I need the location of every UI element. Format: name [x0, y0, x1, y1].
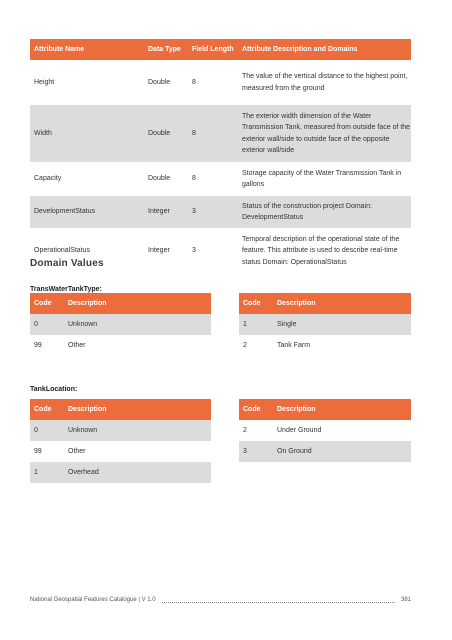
- attribute-name: DevelopmentStatus: [30, 196, 144, 228]
- data-type: Double: [148, 175, 171, 183]
- description: Other: [68, 342, 86, 349]
- code: 2: [243, 427, 247, 434]
- attribute-name: Height: [34, 78, 55, 86]
- page-number: 381: [400, 597, 411, 603]
- attribute-table-header: [30, 39, 411, 60]
- description: Under Ground: [277, 427, 322, 434]
- tank-location-label: TankLocation:: [30, 386, 78, 393]
- data-type: Double: [148, 78, 171, 86]
- attribute-name: Capacity: [34, 175, 62, 183]
- header-attribute-name: Attribute Name: [30, 39, 144, 60]
- description: Overhead: [64, 462, 211, 483]
- page-footer: [30, 597, 411, 603]
- footer-text: National Geospatial Features Catalogue | V 1.0: [30, 597, 156, 603]
- table-row: [30, 420, 211, 441]
- header-code: Code: [239, 399, 273, 420]
- data-type: Integer: [144, 196, 188, 228]
- attribute-name: Width: [30, 105, 144, 162]
- data-type: Double: [144, 105, 188, 162]
- header-description: Description: [273, 293, 411, 314]
- attribute-description: The value of the vertical distance to the highest point, measured from the ground: [242, 73, 408, 92]
- code: 0: [30, 420, 64, 441]
- code-table-header: [239, 293, 411, 314]
- description: On Ground: [273, 441, 411, 462]
- table-row: [30, 196, 411, 228]
- table-row: [30, 105, 411, 162]
- attribute-description: Status of the construction project Domain: DevelopmentStatus: [238, 196, 411, 228]
- field-length: 3: [188, 196, 238, 228]
- table-row: [30, 60, 411, 105]
- footer-divider: [162, 598, 395, 603]
- table-row: [30, 441, 211, 462]
- table-row: [239, 420, 411, 441]
- table-row: [30, 462, 211, 483]
- header-description: Attribute Description and Domains: [238, 39, 411, 60]
- attribute-description: The exterior width dimension of the Water Transmission Tank, measured from outside face of the exterior wall/side to outside face of the opposite exterior wall/side: [238, 105, 411, 162]
- description: Unknown: [64, 314, 211, 335]
- table-row: [239, 335, 411, 356]
- tank-type-label: TransWaterTankType:: [30, 286, 102, 293]
- field-length: 8: [192, 175, 196, 183]
- header-data-type: Data Type: [144, 39, 188, 60]
- header-code: Code: [30, 293, 64, 314]
- code: 1: [239, 314, 273, 335]
- code-table-header: [239, 399, 411, 420]
- field-length: 8: [192, 78, 196, 86]
- code: 0: [30, 314, 64, 335]
- code-table-header: [30, 399, 211, 420]
- header-description: Description: [273, 399, 411, 420]
- code: 99: [34, 448, 42, 455]
- tank-location-table-left: [30, 399, 211, 483]
- attribute-description: Storage capacity of the Water Transmission Tank in gallons: [242, 169, 402, 188]
- description: Unknown: [64, 420, 211, 441]
- field-length: 3: [192, 247, 196, 255]
- table-row: [30, 335, 211, 356]
- attribute-description: Temporal description of the operational state of the feature. This attribute is used to describe real-time status Domain: OperationalStatus: [242, 235, 400, 266]
- field-length: 8: [188, 105, 238, 162]
- data-type: Integer: [148, 247, 170, 255]
- table-row: [239, 441, 411, 462]
- tank-type-table-right: [239, 293, 411, 356]
- tank-location-table-right: [239, 399, 411, 462]
- description: Single: [273, 314, 411, 335]
- code: 99: [34, 342, 42, 349]
- table-row: [239, 314, 411, 335]
- code-table-header: [30, 293, 211, 314]
- code: 3: [239, 441, 273, 462]
- attribute-name: OperationalStatus: [34, 247, 91, 255]
- header-code: Code: [239, 293, 273, 314]
- header-field-length: Field Length: [188, 39, 238, 60]
- domain-values-heading: Domain Values: [30, 258, 104, 269]
- attribute-table: [30, 39, 411, 274]
- header-code: Code: [30, 399, 64, 420]
- code: 2: [243, 342, 247, 349]
- tank-type-table-left: [30, 293, 211, 356]
- code: 1: [30, 462, 64, 483]
- table-row: [30, 314, 211, 335]
- header-description: Description: [64, 399, 211, 420]
- table-row: [30, 162, 411, 196]
- description: Tank Farm: [277, 342, 311, 349]
- description: Other: [68, 448, 86, 455]
- header-description: Description: [64, 293, 211, 314]
